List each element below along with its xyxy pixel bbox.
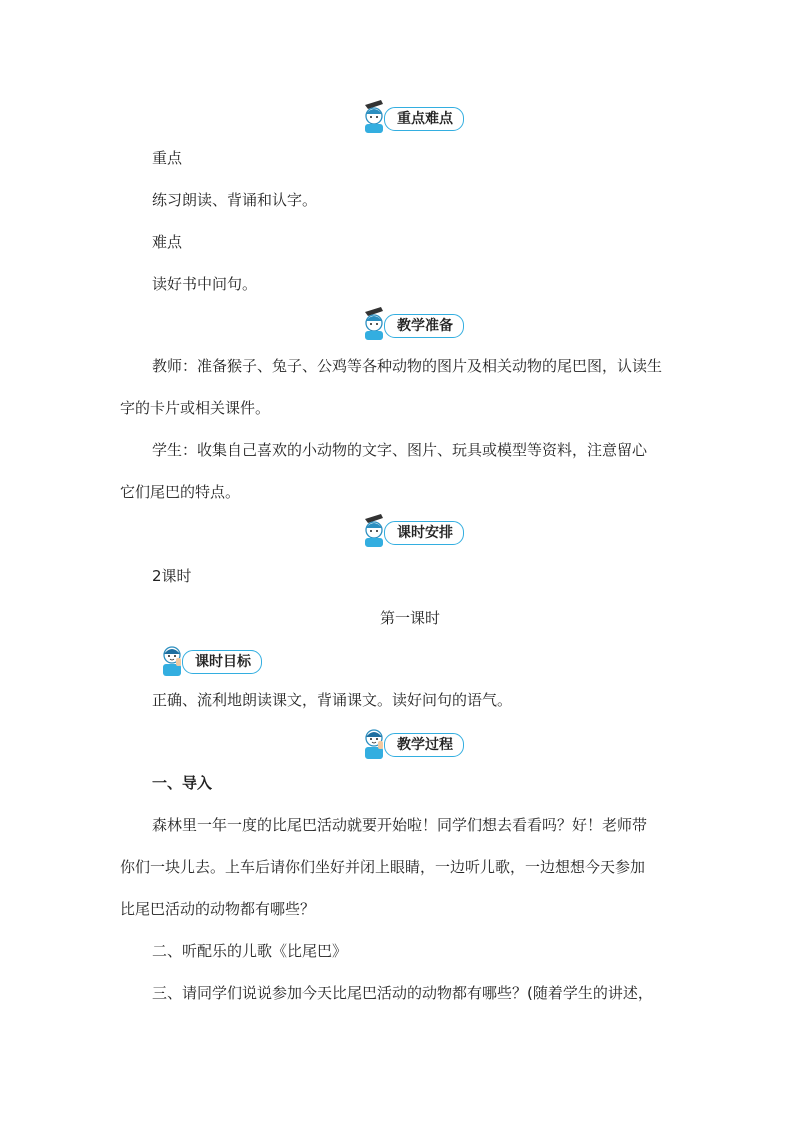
lesson-count: 2课时 [152,567,192,585]
step1-paragraph-line2: 你们一块儿去。上车后请你们坐好并闭上眼睛，一边听儿歌，一边想想今天参加 [120,858,646,876]
step1-paragraph-line1: 森林里一年一度的比尾巴活动就要开始啦！同学们想去看看吗？好！老师带 [152,816,648,834]
step-heading: 二、听配乐的儿歌《比尾巴》 [152,942,348,960]
section-title: 教学准备 [384,314,464,338]
difficulty-text: 读好书中问句。 [152,275,258,293]
section-title: 课时安排 [384,521,464,545]
prep-student-line1: 学生：收集自己喜欢的小动物的文字、图片、玩具或模型等资料，注意留心 [152,441,648,459]
prep-teacher-line2: 字的卡片或相关课件。 [120,399,271,417]
prep-student-line2: 它们尾巴的特点。 [120,483,241,501]
key-point-text: 练习朗读、背诵和认字。 [152,191,318,209]
prep-teacher-line1: 教师：准备猴子、兔子、公鸡等各种动物的图片及相关动物的尾巴图，认读生 [152,357,663,375]
step-heading: 三、请同学们说说参加今天比尾巴活动的动物都有哪些？(随着学生的讲述， [152,984,653,1002]
difficulty-title: 难点 [152,233,183,251]
step1-paragraph-line3: 比尾巴活动的动物都有哪些？ [120,900,316,918]
section-title: 课时目标 [182,650,262,674]
lesson-title: 第一课时 [380,609,441,627]
step-heading: 一、导入 [152,774,213,792]
section-title: 重点难点 [384,107,464,131]
key-point-title: 重点 [152,149,183,167]
section-title: 教学过程 [384,733,464,757]
lesson-goal-text: 正确、流利地朗读课文，背诵课文。读好问句的语气。 [152,691,513,709]
